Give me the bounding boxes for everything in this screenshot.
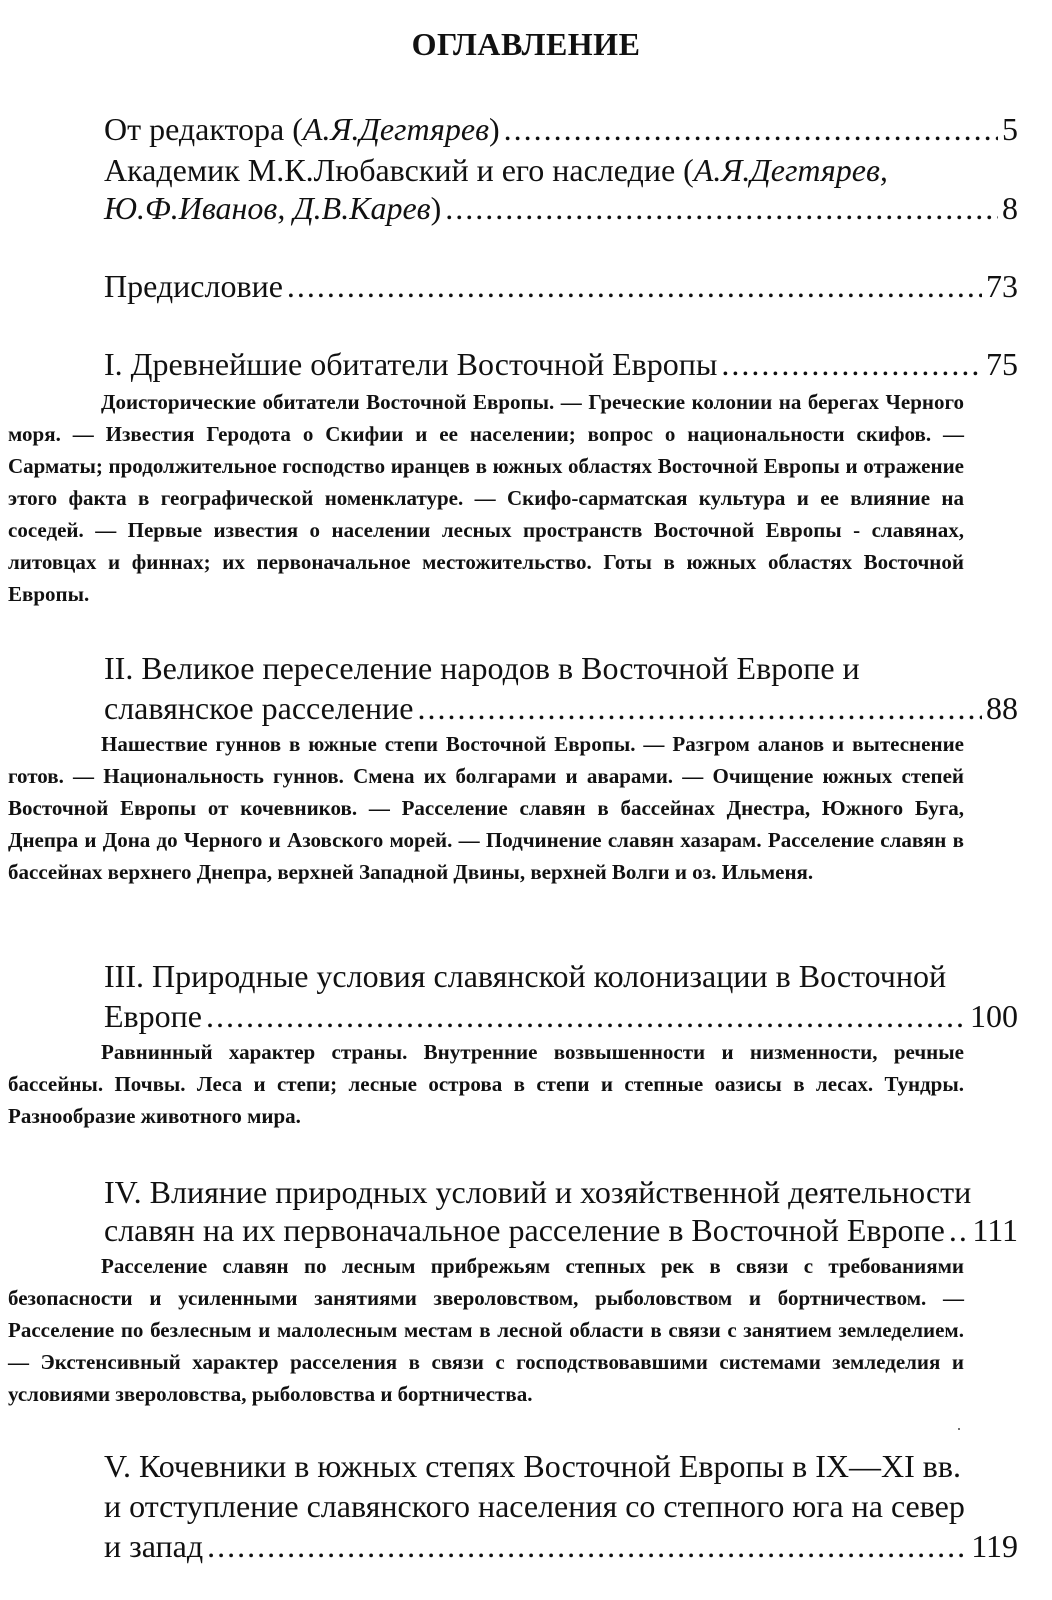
- entry-label: От редактора (А.Я.Дегтярев): [104, 111, 500, 147]
- leader-dots: [207, 1526, 967, 1566]
- leader-dots: [417, 688, 982, 728]
- entry-label: и отступление славянского населения со степного юга на север: [104, 1488, 965, 1524]
- chapter-2-description: Нашествие гуннов в южные степи Восточной Европы. — Разгром аланов и вытеснение готов. — Национальность гуннов. Смена их болгарами и аварами. — Очищение южных степей Восточной Европы от кочевников. — Расселение славян в бассейнах Днестра, Южного Буга, Днепра и Дона до Черного и Азовского морей. — Подчинение славян хазарам. Расселение славян в бассейнах верхнего Днепра, верхней Западной Двины, верхней Волги и оз. Ильменя.: [8, 732, 964, 884]
- toc-entry-lubavsky-line2[interactable]: [104, 188, 1018, 228]
- entry-label: II. Великое переселение народов в Восточной Европе и: [104, 650, 860, 686]
- entry-label: III. Природные условия славянской колонизации в Восточной: [104, 958, 947, 994]
- chapter-3-description: Равнинный характер страны. Внутренние возвышенности и низменности, речные бассейны. Почвы. Леса и степи; лесные острова в степи и степные оазисы в лесах. Тундры. Разнообразие животного мира.: [8, 1040, 964, 1128]
- entry-label: IV. Влияние природных условий и хозяйственной деятельности: [104, 1174, 972, 1210]
- page-number: 8: [1002, 190, 1018, 226]
- entry-authors: А.Я.Дегтярев,: [693, 152, 888, 188]
- toc-entry-chapter-5-line1[interactable]: [104, 1446, 1018, 1486]
- entry-label: и запад: [104, 1528, 204, 1564]
- toc-entry-chapter-2-line2[interactable]: [104, 688, 1018, 728]
- leader-dots: [206, 996, 966, 1036]
- toc-entry-preface[interactable]: [104, 266, 1018, 306]
- toc-entry-chapter-2-line1[interactable]: [104, 648, 1018, 688]
- page-title: ОГЛАВЛЕНИЕ: [411, 26, 641, 62]
- page-number: 73: [986, 268, 1018, 304]
- page-number: 88: [986, 690, 1018, 726]
- page-number: 5: [1002, 111, 1018, 147]
- entry-label: славянское расселение: [104, 690, 414, 726]
- toc-entry-lubavsky-line1[interactable]: [104, 150, 1018, 190]
- leader-dots: [721, 344, 982, 384]
- entry-label: славян на их первоначальное расселение в Восточной Европе: [104, 1212, 945, 1248]
- page-number: 111: [972, 1212, 1018, 1248]
- toc-entry-chapter-3-line2[interactable]: [104, 996, 1018, 1036]
- toc-entry-editor[interactable]: [104, 109, 1018, 149]
- entry-label: Предисловие: [104, 268, 283, 304]
- page-number: 100: [970, 998, 1018, 1034]
- toc-entry-chapter-5-line2[interactable]: [104, 1486, 1018, 1526]
- toc-entry-chapter-4-line2[interactable]: [104, 1210, 1018, 1250]
- chapter-4-description: Расселение славян по лесным прибрежьям степных рек в связи с требованиями безопасности и усиленными занятиями звероловством, рыболовством и бортничеством. — Расселение по безлесным и малолесным местам в лесной области в связи с занятием земледелием. — Экстенсивный характер расселения в связи с господствовавшими системами земледелия и условиями звероловства, рыболовства и бортничества.: [8, 1254, 964, 1406]
- entry-label: V. Кочевники в южных степях Восточной Европы в IX—XI вв.: [104, 1448, 961, 1484]
- toc-entry-chapter-3-line1[interactable]: [104, 956, 1018, 996]
- leader-dots: [504, 109, 998, 149]
- toc-entry-chapter-1[interactable]: [104, 344, 1018, 384]
- entry-label: Академик М.К.Любавский и его наследие (: [104, 152, 694, 188]
- page-number: 75: [986, 346, 1018, 382]
- leader-dots: [445, 188, 998, 228]
- chapter-1-description: Доисторические обитатели Восточной Европы. — Греческие колонии на берегах Черного моря. — Известия Геродота о Скифии и ее населении; вопрос о национальности скифов. — Сарматы; продолжительное господство иранцев в южных областях Восточной Европы и отражение этого факта в географической номенклатуре. — Скифо-сарматская культура и ее влияние на соседей. — Первые известия о населении лесных пространств Восточной Европы - славянах, литовцах и финнах; их первоначальное местожительство. Готы в южных областях Восточной Европы.: [8, 390, 964, 606]
- entry-authors: Ю.Ф.Иванов, Д.В.Карев): [104, 190, 442, 226]
- entry-label: I. Древнейшие обитатели Восточной Европы: [104, 346, 718, 382]
- toc-entry-chapter-4-line1[interactable]: [104, 1172, 1018, 1212]
- speck: [958, 1428, 960, 1430]
- entry-label: Европе: [104, 998, 202, 1034]
- page-number: 119: [971, 1528, 1018, 1564]
- toc-entry-chapter-5-line3[interactable]: [104, 1526, 1018, 1566]
- leader-dots: [949, 1210, 969, 1250]
- leader-dots: [287, 266, 982, 306]
